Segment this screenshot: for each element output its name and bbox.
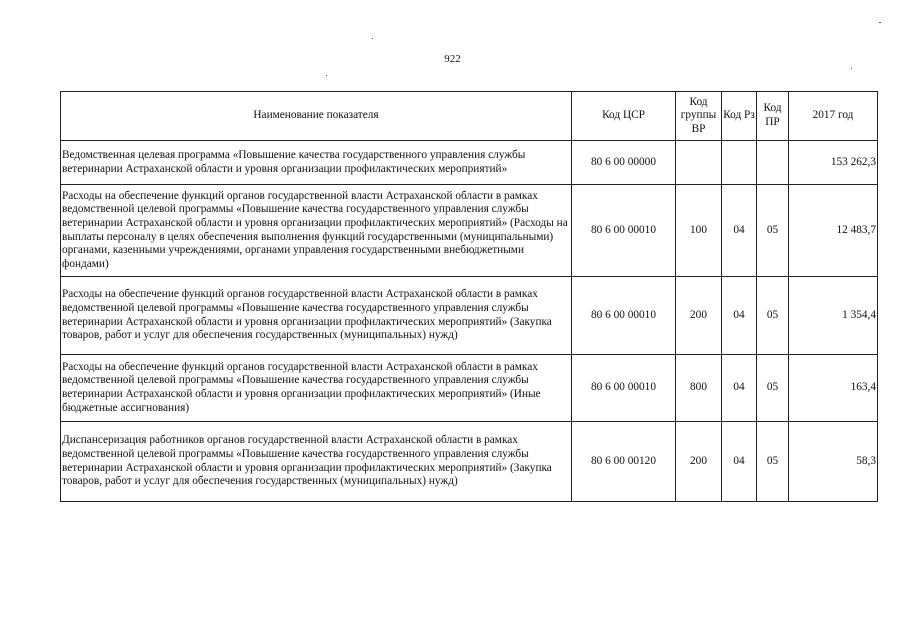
row-indicator-name: Диспансеризация работников органов государственной власти Астраханской области в рамках ведомственной целевой программы «Повышение качества государственного управления службы ветеринарии Астраханской области и уровня организации профилактических мероприятий» (Закупка товаров, работ и услуг для обеспечения государственных (муниципальных) нужд) bbox=[61, 422, 572, 502]
row-amount: 163,4 bbox=[789, 355, 878, 422]
row-vr-code bbox=[676, 141, 722, 185]
row-rz-code bbox=[722, 141, 757, 185]
row-pr-code: 05 bbox=[757, 277, 789, 355]
page-number: 922 bbox=[444, 53, 461, 65]
row-pr-code: 05 bbox=[757, 422, 789, 502]
row-rz-code: 04 bbox=[722, 355, 757, 422]
row-vr-code: 100 bbox=[676, 185, 722, 277]
scan-speck bbox=[372, 38, 373, 39]
row-pr-code bbox=[757, 141, 789, 185]
row-rz-code: 04 bbox=[722, 185, 757, 277]
row-amount: 1 354,4 bbox=[789, 277, 878, 355]
table-row bbox=[61, 185, 878, 277]
header-pr-code: Код ПР bbox=[757, 92, 789, 141]
scan-speck bbox=[851, 68, 852, 69]
row-indicator-name: Расходы на обеспечение функций органов государственной власти Астраханской области в рамках ведомственной целевой программы «Повышение качества государственного управления службы ветеринарии Астраханской области и уровня организации профилактических мероприятий» (Закупка товаров, работ и услуг для обеспечения государственных (муниципальных) нужд) bbox=[61, 277, 572, 355]
row-amount: 12 483,7 bbox=[789, 185, 878, 277]
scan-speck bbox=[326, 75, 327, 76]
table-row bbox=[61, 422, 878, 502]
table-row bbox=[61, 277, 878, 355]
header-csr-code: Код ЦСР bbox=[572, 92, 676, 141]
row-csr-code: 80 6 00 00000 bbox=[572, 141, 676, 185]
row-vr-code: 200 bbox=[676, 422, 722, 502]
row-csr-code: 80 6 00 00010 bbox=[572, 355, 676, 422]
row-vr-code: 800 bbox=[676, 355, 722, 422]
header-vr-code: Код группы ВР bbox=[676, 92, 722, 141]
header-indicator-name: Наименование показателя bbox=[61, 92, 572, 141]
scan-speck bbox=[879, 22, 881, 23]
budget-table bbox=[60, 91, 878, 502]
table-row bbox=[61, 141, 878, 185]
row-pr-code: 05 bbox=[757, 355, 789, 422]
row-rz-code: 04 bbox=[722, 277, 757, 355]
row-indicator-name: Ведомственная целевая программа «Повышение качества государственного управления службы ветеринарии Астраханской области и уровня организации профилактических мероприятий» bbox=[61, 141, 572, 185]
row-vr-code: 200 bbox=[676, 277, 722, 355]
header-rz-code: Код Рз bbox=[722, 92, 757, 141]
row-csr-code: 80 6 00 00010 bbox=[572, 185, 676, 277]
header-year-2017: 2017 год bbox=[789, 92, 878, 141]
row-rz-code: 04 bbox=[722, 422, 757, 502]
table-row bbox=[61, 355, 878, 422]
row-csr-code: 80 6 00 00010 bbox=[572, 277, 676, 355]
row-pr-code: 05 bbox=[757, 185, 789, 277]
row-amount: 153 262,3 bbox=[789, 141, 878, 185]
row-indicator-name: Расходы на обеспечение функций органов государственной власти Астраханской области в рамках ведомственной целевой программы «Повышение качества государственного управления службы ветеринарии Астраханской области и уровня организации профилактических мероприятий» (Расходы на выплаты персоналу в целях обеспечения выполнения функций государственными (муниципальными) органами, казенными учреждениями, органами управления государственными внебюджетными фондами) bbox=[61, 185, 572, 277]
row-indicator-name: Расходы на обеспечение функций органов государственной власти Астраханской области в рамках ведомственной целевой программы «Повышение качества государственного управления службы ветеринарии Астраханской области и уровня организации профилактических мероприятий» (Иные бюджетные ассигнования) bbox=[61, 355, 572, 422]
table-header-row bbox=[61, 92, 878, 141]
row-amount: 58,3 bbox=[789, 422, 878, 502]
row-csr-code: 80 6 00 00120 bbox=[572, 422, 676, 502]
